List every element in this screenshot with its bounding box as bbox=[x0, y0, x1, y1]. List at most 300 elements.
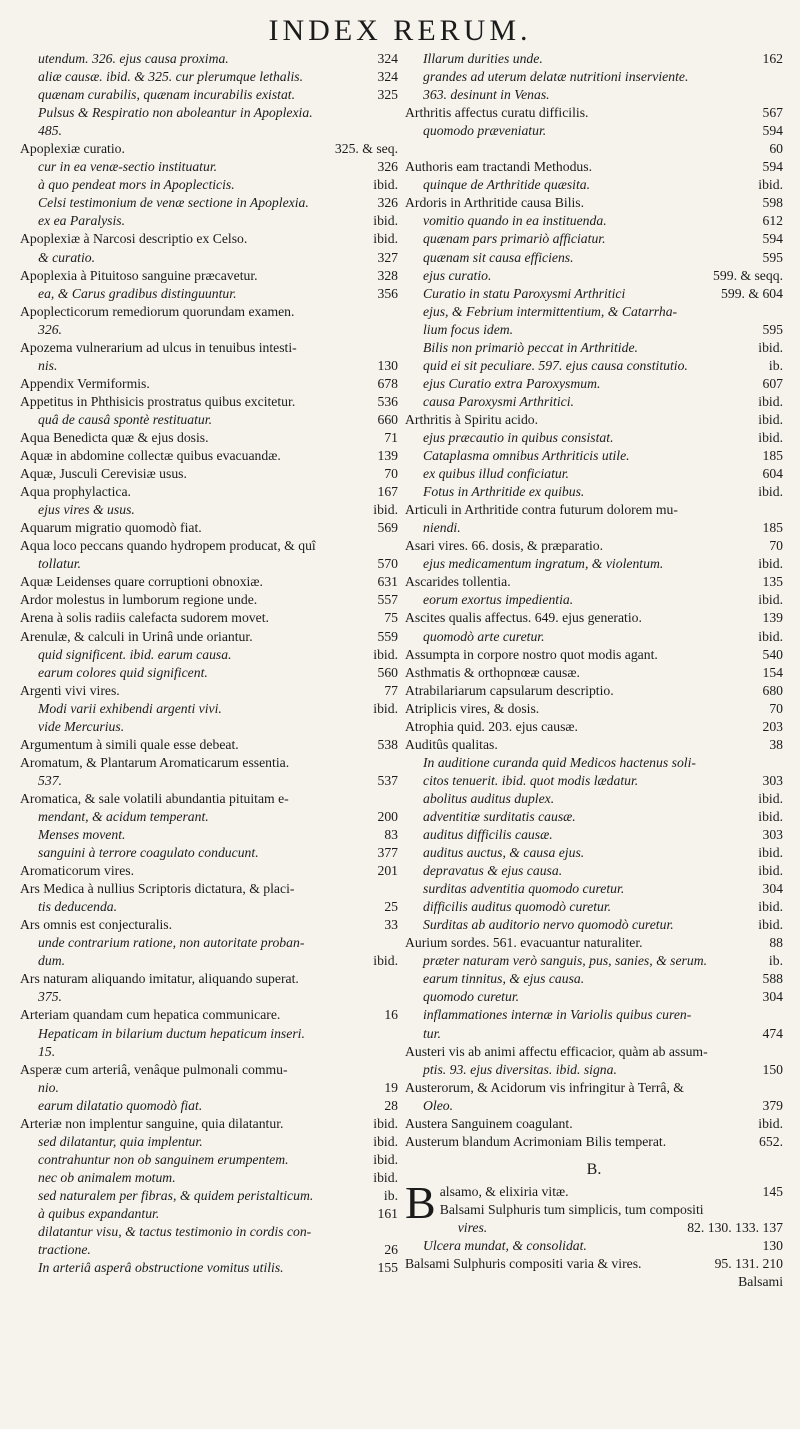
entry-text: Ardor molestus in lumborum regione unde. bbox=[20, 592, 258, 608]
entry-text: Ardoris in Arthritide causa Bilis. bbox=[405, 195, 585, 211]
index-entry bbox=[405, 700, 783, 718]
index-entry bbox=[405, 50, 783, 68]
entry-text: quænam pars primariò afficiatur. bbox=[423, 231, 606, 247]
index-entry bbox=[20, 1151, 398, 1169]
index-entry bbox=[20, 1115, 398, 1133]
index-entry bbox=[20, 537, 398, 555]
index-entry bbox=[405, 429, 783, 447]
index-entry bbox=[20, 375, 398, 393]
entry-page: 38 bbox=[769, 736, 783, 752]
entry-text: Cataplasma omnibus Arthriticis utile. bbox=[423, 448, 630, 464]
index-entry bbox=[405, 140, 783, 158]
entry-page: 83 bbox=[384, 827, 398, 843]
entry-page: ibid. bbox=[758, 393, 783, 409]
index-entry bbox=[405, 718, 783, 736]
index-entry bbox=[405, 1115, 783, 1133]
entry-text: Atrophia quid. 203. ejus causæ. bbox=[405, 718, 578, 734]
entry-text: Balsami Sulphuris tum simplicis, tum compositi bbox=[439, 1201, 704, 1217]
index-entry bbox=[20, 140, 398, 158]
entry-page: 379 bbox=[762, 1097, 783, 1113]
entry-text: quinque de Arthritide quæsita. bbox=[423, 177, 591, 193]
index-entry bbox=[20, 339, 398, 357]
entry-text: Balsami Sulphuris compositi varia & vires. bbox=[405, 1256, 642, 1272]
entry-page: 19 bbox=[384, 1079, 398, 1095]
index-entry bbox=[405, 1061, 783, 1079]
index-entry bbox=[405, 1255, 783, 1273]
entry-page: ib. bbox=[768, 953, 783, 969]
entry-text: Aquæ Leidenses quare corruptioni obnoxiæ. bbox=[20, 574, 263, 590]
index-entry bbox=[405, 194, 783, 212]
entry-text: ptis. 93. ejus diversitas. ibid. signa. bbox=[423, 1061, 617, 1077]
index-entry bbox=[20, 646, 398, 664]
entry-text: Aurium sordes. 561. evacuantur naturaliter. bbox=[405, 935, 643, 951]
entry-page: 557 bbox=[377, 592, 398, 608]
entry-text: Asari vires. 66. dosis, & præparatio. bbox=[405, 538, 604, 554]
index-entry bbox=[20, 1169, 398, 1187]
entry-page: 130 bbox=[762, 1238, 783, 1254]
entry-text: dum. bbox=[38, 953, 65, 969]
entry-text: Authoris eam tractandi Methodus. bbox=[405, 159, 593, 175]
index-entry bbox=[20, 880, 398, 898]
entry-text: vomitio quando in ea instituenda. bbox=[423, 213, 607, 229]
entry-text: In auditione curanda quid Medicos hactenus soli- bbox=[423, 754, 696, 770]
index-entry bbox=[20, 86, 398, 104]
entry-page bbox=[392, 988, 398, 1006]
entry-text: utendum. 326. ejus causa proxima. bbox=[38, 51, 229, 66]
entry-text: earum colores quid significent. bbox=[38, 664, 208, 680]
entry-text: ejus præcautio in quibus consistat. bbox=[423, 429, 614, 445]
entry-page: ibid. bbox=[373, 1115, 398, 1131]
entry-page bbox=[777, 86, 783, 104]
entry-page: 594 bbox=[762, 231, 783, 247]
entry-page: 25 bbox=[384, 899, 398, 915]
entry-text: quomodo curetur. bbox=[423, 989, 520, 1005]
entry-page: 16 bbox=[384, 1007, 398, 1023]
index-entry bbox=[405, 754, 783, 772]
entry-text: auditus auctus, & causa ejus. bbox=[423, 845, 585, 861]
entry-page: 185 bbox=[762, 520, 783, 536]
index-entry bbox=[20, 609, 398, 627]
entry-page: 154 bbox=[762, 664, 783, 680]
entry-text: Aromatica, & sale volatili abundantia pituitam e- bbox=[20, 790, 289, 806]
entry-page bbox=[392, 303, 398, 321]
entry-page bbox=[392, 1043, 398, 1061]
entry-text bbox=[405, 1273, 732, 1291]
entry-page bbox=[392, 970, 398, 988]
entry-page: 162 bbox=[762, 51, 783, 66]
entry-page: ibid. bbox=[373, 502, 398, 518]
index-entry bbox=[405, 501, 783, 519]
entry-page: 203 bbox=[762, 718, 783, 734]
index-entry bbox=[20, 230, 398, 248]
entry-text: Assumpta in corpore nostro quot modis agant. bbox=[405, 646, 658, 662]
entry-page: 26 bbox=[384, 1242, 398, 1258]
entry-text: Hepaticam in bilarium ductum hepaticum inseri. bbox=[38, 1025, 305, 1041]
index-entry bbox=[405, 176, 783, 194]
entry-text: Austerorum, & Acidorum vis infringitur à Terrâ, & bbox=[405, 1079, 684, 1095]
index-entry bbox=[405, 339, 783, 357]
index-entry bbox=[20, 1025, 398, 1043]
index-entry bbox=[20, 628, 398, 646]
entry-text: unde contrarium ratione, non autoritate proban- bbox=[38, 935, 305, 951]
entry-text: Aromaticorum vires. bbox=[20, 863, 135, 879]
index-entry bbox=[405, 1043, 783, 1061]
index-entry bbox=[20, 970, 398, 988]
entry-page: 303 bbox=[762, 772, 783, 788]
index-entry bbox=[20, 429, 398, 447]
entry-text: Apozema vulnerarium ad ulcus in tenuibus intesti- bbox=[20, 339, 297, 355]
right-entries bbox=[405, 50, 783, 1151]
index-entry bbox=[20, 411, 398, 429]
index-entry bbox=[20, 591, 398, 609]
entry-text: Articuli in Arthritide contra futurum dolorem mu- bbox=[405, 502, 678, 518]
entry-text: grandes ad uterum delatæ nutritioni inserviente. bbox=[423, 69, 689, 85]
entry-page: 540 bbox=[762, 646, 783, 662]
entry-text: Argumentum à simili quale esse debeat. bbox=[20, 736, 239, 752]
index-entry bbox=[405, 1079, 783, 1097]
index-entry bbox=[20, 916, 398, 934]
index-entry bbox=[405, 1006, 783, 1024]
index-entry bbox=[20, 700, 398, 718]
entry-page: 139 bbox=[377, 448, 398, 464]
entry-page: 377 bbox=[377, 845, 398, 861]
entry-text: Appendix Vermiformis. bbox=[20, 375, 150, 391]
index-entry bbox=[20, 321, 398, 339]
entry-page: ibid. bbox=[373, 646, 398, 662]
index-entry bbox=[405, 411, 783, 429]
entry-page: 328 bbox=[377, 267, 398, 283]
entry-text: Austera Sanguinem coagulant. bbox=[405, 1115, 573, 1131]
entry-page: 537 bbox=[377, 772, 398, 788]
entry-page: 536 bbox=[377, 393, 398, 409]
index-entry bbox=[405, 519, 783, 537]
index-entry bbox=[405, 104, 783, 122]
entry-page: 594 bbox=[762, 123, 783, 139]
entry-text: Pulsus & Respiratio non aboleantur in Apoplexia. bbox=[38, 105, 313, 121]
entry-text: quâ de causâ spontè restituatur. bbox=[38, 411, 212, 427]
entry-text: quomodò arte curetur. bbox=[423, 628, 545, 644]
index-entry bbox=[20, 844, 398, 862]
entry-text: Aquæ, Jusculi Cerevisiæ usus. bbox=[20, 466, 187, 482]
entry-text: Celsi testimonium de venæ sectione in Apoplexia. bbox=[38, 195, 309, 211]
entry-page: 678 bbox=[377, 375, 398, 391]
index-entry bbox=[20, 862, 398, 880]
index-entry bbox=[20, 1223, 398, 1241]
entry-page: 60 bbox=[769, 141, 783, 157]
index-entry bbox=[20, 68, 398, 86]
index-entry bbox=[405, 682, 783, 700]
entry-text: Apoplecticorum remediorum quorundam examen. bbox=[20, 303, 295, 319]
entry-page: ibid. bbox=[373, 1133, 398, 1149]
entry-text: cur in ea venæ-sectio instituatur. bbox=[38, 159, 218, 175]
entry-page: ibid. bbox=[758, 1115, 783, 1131]
index-entry bbox=[20, 898, 398, 916]
entry-text: Appetitus in Phthisicis prostratus quibus excitetur. bbox=[20, 393, 296, 409]
entry-page: 75 bbox=[384, 610, 398, 626]
entry-text: Ulcera mundat, & consolidat. bbox=[423, 1238, 587, 1254]
index-entry bbox=[405, 826, 783, 844]
entry-page: 139 bbox=[762, 610, 783, 626]
entry-page: 326 bbox=[377, 159, 398, 175]
index-entry bbox=[405, 898, 783, 916]
entry-page: Balsami bbox=[738, 1274, 783, 1290]
entry-page: 161 bbox=[377, 1206, 398, 1221]
entry-text: 326. bbox=[38, 321, 62, 337]
entry-text: Asthmatis & orthopnœæ causæ. bbox=[405, 664, 580, 680]
entry-text: Aqua prophylactica. bbox=[20, 484, 131, 500]
entry-text: vide Mercurius. bbox=[38, 718, 125, 734]
index-entry bbox=[405, 862, 783, 880]
entry-page: ibid. bbox=[373, 231, 398, 247]
index-entry bbox=[405, 321, 783, 339]
index-entry bbox=[20, 664, 398, 682]
index-entry bbox=[20, 303, 398, 321]
entry-text: quænam sit causa efficiens. bbox=[423, 249, 574, 265]
index-entry bbox=[20, 1097, 398, 1115]
entry-text: Arthritis affectus curatu difficilis. bbox=[405, 105, 589, 121]
entry-page bbox=[392, 718, 398, 736]
entry-text: Aromatum, & Plantarum Aromaticarum essentia. bbox=[20, 754, 290, 770]
entry-text: ea, & Carus gradibus distinguuntur. bbox=[38, 285, 237, 301]
entry-text: Bilis non primariò peccat in Arthritide. bbox=[423, 339, 638, 355]
entry-page: 82. 130. 133. 137 bbox=[687, 1220, 783, 1235]
entry-text: Austeri vis ab animi affectu efficacior, quàm ab assum- bbox=[405, 1043, 708, 1059]
index-entry bbox=[405, 212, 783, 230]
index-entry bbox=[405, 555, 783, 573]
entry-page bbox=[777, 303, 783, 321]
entry-page: 303 bbox=[762, 827, 783, 843]
entry-page bbox=[392, 880, 398, 898]
index-entry bbox=[20, 1241, 398, 1259]
index-entry bbox=[405, 736, 783, 754]
entry-text: causa Paroxysmi Arthritici. bbox=[423, 393, 574, 409]
index-entry bbox=[20, 267, 398, 285]
entry-page bbox=[777, 754, 783, 772]
entry-page: ib. bbox=[383, 1187, 398, 1203]
index-entry bbox=[20, 447, 398, 465]
entry-text: ejus medicamentum ingratum, & violentum. bbox=[423, 556, 664, 572]
index-entry bbox=[20, 1187, 398, 1205]
entry-text: Austerum blandum Acrimoniam Bilis temperat. bbox=[405, 1133, 667, 1149]
index-entry bbox=[20, 682, 398, 700]
entry-text: 363. desinunt in Venas. bbox=[423, 87, 550, 103]
entry-page: 594 bbox=[762, 159, 783, 175]
entry-page: 70 bbox=[769, 538, 783, 554]
index-entry bbox=[405, 646, 783, 664]
index-entry bbox=[20, 357, 398, 375]
entry-text: Ascites qualis affectus. 649. ejus generatio. bbox=[405, 610, 642, 626]
index-entry bbox=[405, 628, 783, 646]
entry-page: 680 bbox=[762, 682, 783, 698]
index-entry bbox=[405, 483, 783, 501]
index-entry bbox=[405, 267, 783, 285]
entry-text: tis deducenda. bbox=[38, 899, 118, 915]
entry-page: ibid. bbox=[758, 592, 783, 608]
entry-page: 598 bbox=[762, 195, 783, 211]
entry-text: Ascarides tollentia. bbox=[405, 574, 511, 590]
entry-text: mendant, & acidum temperant. bbox=[38, 808, 209, 824]
entry-page: 71 bbox=[384, 429, 398, 445]
entry-text: ex ea Paralysis. bbox=[38, 213, 126, 229]
entry-page bbox=[777, 1043, 783, 1061]
entry-text: niendi. bbox=[423, 520, 461, 536]
entry-page bbox=[392, 537, 398, 555]
left-column bbox=[20, 50, 398, 1413]
entry-text: ejus vires & usus. bbox=[38, 502, 135, 518]
right-column bbox=[405, 50, 783, 1413]
index-entry bbox=[20, 249, 398, 267]
index-entry bbox=[405, 1025, 783, 1043]
entry-page: 70 bbox=[384, 466, 398, 482]
entry-text: Fotus in Arthritide ex quibus. bbox=[423, 484, 585, 500]
entry-page: 200 bbox=[377, 808, 398, 824]
entry-text: Atriplicis vires, & dosis. bbox=[405, 700, 540, 716]
entry-page bbox=[392, 122, 398, 140]
index-entry bbox=[20, 158, 398, 176]
entry-text: dilatantur visu, & tactus testimonio in cordis con- bbox=[38, 1224, 312, 1240]
entry-text: alsamo, & elixiria vitæ. bbox=[439, 1183, 569, 1199]
entry-page: ibid. bbox=[758, 339, 783, 355]
index-entry bbox=[405, 934, 783, 952]
entry-text: Ars naturam aliquando imitatur, aliquando superat. bbox=[20, 971, 299, 987]
index-entry bbox=[20, 736, 398, 754]
entry-text: 485. bbox=[38, 123, 62, 139]
index-entry bbox=[405, 970, 783, 988]
index-entry bbox=[405, 573, 783, 591]
entry-page: ibid. bbox=[758, 845, 783, 861]
entry-page bbox=[392, 339, 398, 357]
entry-text: auditus difficilis causæ. bbox=[423, 827, 553, 843]
entry-page: ibid. bbox=[758, 411, 783, 427]
entry-page: 150 bbox=[762, 1061, 783, 1077]
index-entry bbox=[20, 50, 398, 68]
entry-page: ib. bbox=[768, 357, 783, 373]
entry-text: Arteriam quandam cum hepatica communicare. bbox=[20, 1007, 281, 1023]
entry-page: 324 bbox=[377, 51, 398, 66]
entry-page: 88 bbox=[769, 935, 783, 951]
entry-page: 28 bbox=[384, 1097, 398, 1113]
entry-text: citos tenuerit. ibid. quot modis lædatur. bbox=[423, 772, 639, 788]
entry-page: ibid. bbox=[758, 863, 783, 879]
index-entry bbox=[405, 591, 783, 609]
index-entry bbox=[20, 483, 398, 501]
entry-page: ibid. bbox=[758, 899, 783, 915]
entry-page bbox=[777, 1079, 783, 1097]
index-entry bbox=[405, 86, 783, 104]
index-entry bbox=[20, 772, 398, 790]
entry-page: 612 bbox=[762, 213, 783, 229]
entry-text: earum tinnitus, & ejus causa. bbox=[423, 971, 585, 987]
entry-page: ibid. bbox=[758, 917, 783, 933]
entry-text: Auditûs qualitas. bbox=[405, 736, 498, 752]
index-entry bbox=[440, 1219, 783, 1237]
index-entry bbox=[405, 285, 783, 303]
entry-page: 538 bbox=[377, 736, 398, 752]
entry-text: Apoplexiæ curatio. bbox=[20, 141, 125, 157]
entry-page: 327 bbox=[377, 249, 398, 265]
entry-page bbox=[777, 68, 783, 86]
entry-page: 595 bbox=[762, 321, 783, 337]
entry-page: 560 bbox=[377, 664, 398, 680]
entry-page: 95. 131. 210 bbox=[714, 1256, 783, 1272]
index-entry bbox=[405, 609, 783, 627]
index-entry bbox=[405, 537, 783, 555]
index-entry bbox=[405, 158, 783, 176]
entry-page bbox=[392, 934, 398, 952]
entry-page: 631 bbox=[377, 574, 398, 590]
entry-text: Arenulæ, & calculi in Urinâ unde oriantur. bbox=[20, 628, 253, 644]
entry-page: 145 bbox=[762, 1183, 783, 1199]
entry-text: difficilis auditus quomodò curetur. bbox=[423, 899, 612, 915]
index-entry bbox=[20, 104, 398, 122]
entry-text: 375. bbox=[38, 989, 62, 1005]
entry-page: 70 bbox=[769, 700, 783, 716]
entry-page: 325. & seq. bbox=[334, 141, 398, 157]
entry-text: à quibus expandantur. bbox=[38, 1206, 160, 1221]
entry-text: nio. bbox=[38, 1079, 59, 1095]
index-entry bbox=[405, 68, 783, 86]
index-entry bbox=[405, 1097, 783, 1115]
entry-text: inflammationes internæ in Variolis quibus curen- bbox=[423, 1007, 692, 1023]
entry-page: 569 bbox=[377, 520, 398, 536]
entry-page: ibid. bbox=[758, 628, 783, 644]
entry-text: Illarum durities unde. bbox=[423, 51, 543, 66]
entry-page bbox=[777, 1006, 783, 1024]
entry-text: sed naturalem per fibras, & quidem peristalticum. bbox=[38, 1187, 314, 1203]
entry-text: earum dilatatio quomodò fiat. bbox=[38, 1097, 203, 1113]
entry-page: ibid. bbox=[758, 790, 783, 806]
index-entry bbox=[405, 664, 783, 682]
index-entry bbox=[20, 176, 398, 194]
index-entry bbox=[20, 1259, 398, 1277]
entry-text: 15. bbox=[38, 1043, 56, 1059]
entry-page: 77 bbox=[384, 682, 398, 698]
entry-text: Aqua Benedicta quæ & ejus dosis. bbox=[20, 429, 209, 445]
entry-text: Aquarum migratio quomodò fiat. bbox=[20, 520, 202, 536]
index-entry bbox=[405, 952, 783, 970]
index-entry bbox=[405, 772, 783, 790]
index-entry bbox=[405, 447, 783, 465]
entry-text: 537. bbox=[38, 772, 62, 788]
entry-text: lium focus idem. bbox=[423, 321, 514, 337]
page-title: INDEX RERUM. bbox=[268, 14, 532, 47]
index-entry bbox=[20, 212, 398, 230]
entry-text: Arena à solis radiis calefacta sudorem movet. bbox=[20, 610, 269, 626]
entry-text: Surditas ab auditorio nervo quomodò curetur. bbox=[423, 917, 674, 933]
index-entry bbox=[20, 790, 398, 808]
entry-text: Argenti vivi vires. bbox=[20, 682, 120, 698]
entry-page: 599. & 604 bbox=[721, 285, 783, 301]
section-heading-b: B. bbox=[586, 1160, 602, 1178]
index-entry bbox=[405, 1273, 783, 1291]
index-entry bbox=[405, 393, 783, 411]
entry-text: tur. bbox=[423, 1025, 441, 1041]
index-entry bbox=[405, 790, 783, 808]
entry-page: ibid. bbox=[758, 808, 783, 824]
entry-text: In arteriâ asperâ obstructione vomitus utilis. bbox=[38, 1260, 284, 1276]
entry-page: ibid. bbox=[373, 213, 398, 229]
entry-page: ibid. bbox=[373, 1169, 398, 1185]
entry-text: nis. bbox=[38, 357, 58, 373]
entry-text: Asperæ cum arteriâ, venâque pulmonali commu- bbox=[20, 1061, 288, 1077]
index-entry bbox=[20, 1205, 398, 1223]
index-entry bbox=[20, 1133, 398, 1151]
index-entry bbox=[20, 1079, 398, 1097]
entry-page: ibid. bbox=[373, 953, 398, 969]
entry-text: Aqua loco peccans quando hydropem producat, & quî bbox=[20, 538, 316, 554]
entry-page: 167 bbox=[377, 484, 398, 500]
entry-page bbox=[777, 501, 783, 519]
